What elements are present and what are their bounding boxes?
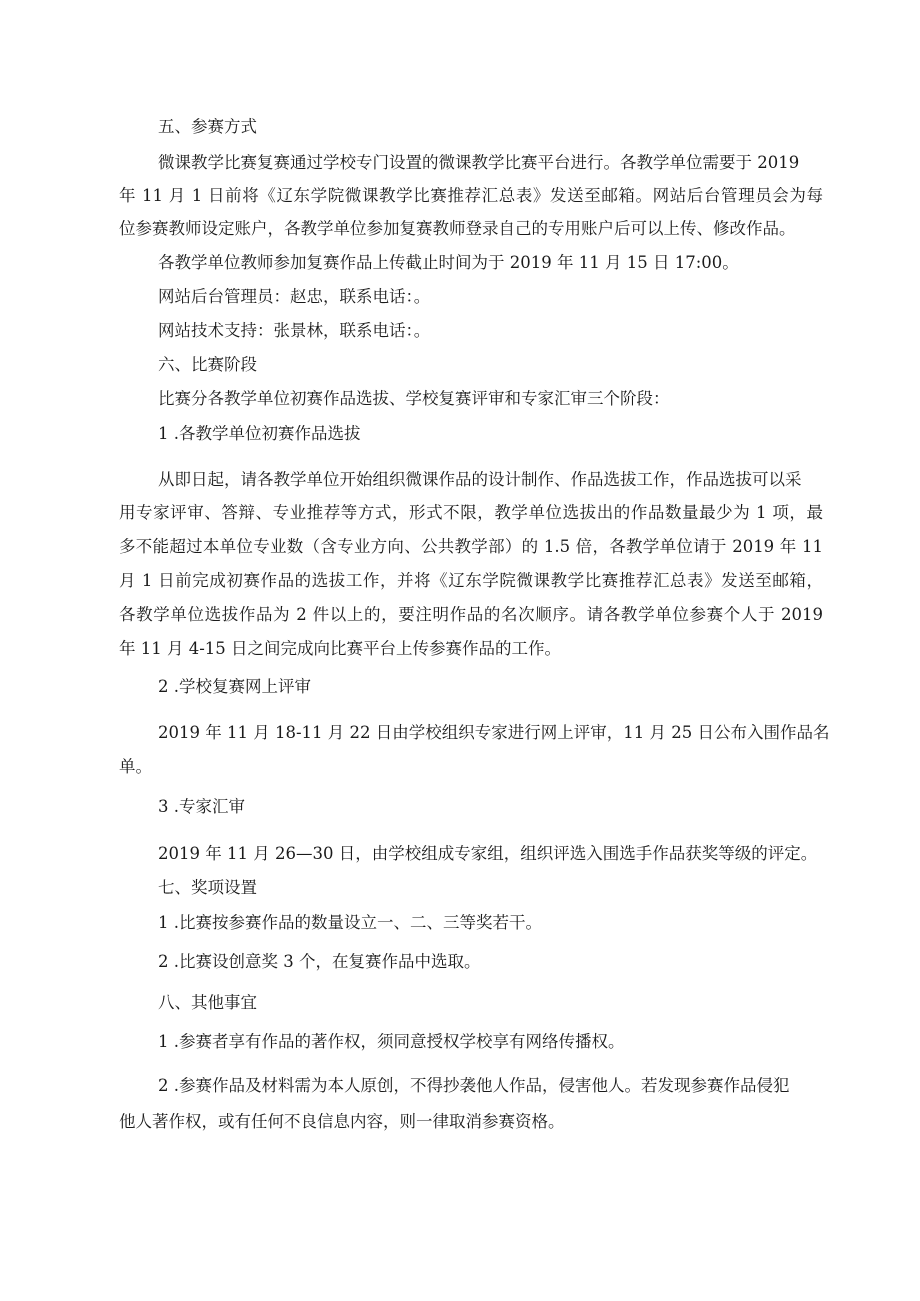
paragraph-line: 各教学单位教师参加复赛作品上传截止时间为于 2019 年 11 月 15 日 17:00。: [158, 253, 739, 272]
section-heading-7: 七、奖项设置: [158, 878, 257, 897]
section-heading-6: 六、比赛阶段: [158, 355, 257, 374]
paragraph-line: 年 11 月 4-15 日之间完成向比赛平台上传参赛作品的工作。: [119, 639, 562, 658]
paragraph-line: 从即日起，请各教学单位开始组织微课作品的设计制作、作品选拔工作，作品选拔可以采: [158, 470, 802, 489]
paragraph-line: 网站技术支持：张景林，联系电话：。: [158, 321, 431, 340]
paragraph-line: 比赛分各教学单位初赛作品选拔、学校复赛评审和专家汇审三个阶段：: [158, 389, 670, 408]
paragraph-line: 单。: [119, 757, 152, 776]
section-heading-5: 五、参赛方式: [158, 117, 257, 136]
paragraph-line: 2019 年 11 月 18-11 月 22 日由学校组织专家进行网上评审，11 月 25 日公布入围作品名: [158, 723, 830, 742]
paragraph-line: 月 1 日前完成初赛作品的选拔工作，并将《辽东学院微课教学比赛推荐汇总表》发送至邮箱，: [119, 571, 823, 590]
subsection-heading: 3 .专家汇审: [158, 797, 245, 816]
paragraph-line: 微课教学比赛复赛通过学校专门设置的微课教学比赛平台进行。各教学单位需要于 2019: [158, 153, 800, 172]
section-heading-8: 八、其他事宜: [158, 993, 257, 1012]
subsection-heading: 1 .各教学单位初赛作品选拔: [158, 424, 361, 443]
paragraph-line: 各教学单位选拔作品为 2 件以上的，要注明作品的名次顺序。请各教学单位参赛个人于 2019: [119, 605, 823, 624]
paragraph-line: 年 11 月 1 日前将《辽东学院微课教学比赛推荐汇总表》发送至邮箱。网站后台管理员会为每: [119, 186, 823, 205]
paragraph-line: 多不能超过本单位专业数（含专业方向、公共教学部）的 1.5 倍，各教学单位请于 2019 年 11: [119, 537, 823, 556]
list-item: 2 .比赛设创意奖 3 个，在复赛作品中选取。: [158, 952, 481, 971]
paragraph-line: 2019 年 11 月 26—30 日，由学校组成专家组，组织评选入围选手作品获奖等级的评定。: [158, 844, 818, 863]
paragraph-line: 位参赛教师设定账户，各教学单位参加复赛教师登录自己的专用账户后可以上传、修改作品。: [119, 219, 796, 238]
list-item: 1 .比赛按参赛作品的数量设立一、二、三等奖若干。: [158, 913, 542, 932]
paragraph-line: 他人著作权，或有任何不良信息内容，则一律取消参赛资格。: [119, 1112, 565, 1131]
list-item: 2 .参赛作品及材料需为本人原创，不得抄袭他人作品，侵害他人。若发现参赛作品侵犯: [158, 1076, 790, 1095]
subsection-heading: 2 .学校复赛网上评审: [158, 677, 311, 696]
list-item: 1 .参赛者享有作品的著作权，须同意授权学校享有网络传播权。: [158, 1032, 625, 1051]
paragraph-line: 用专家评审、答辩、专业推荐等方式，形式不限，教学单位选拔出的作品数量最少为 1 项，最: [119, 503, 823, 522]
paragraph-line: 网站后台管理员：赵忠，联系电话：。: [158, 287, 431, 306]
